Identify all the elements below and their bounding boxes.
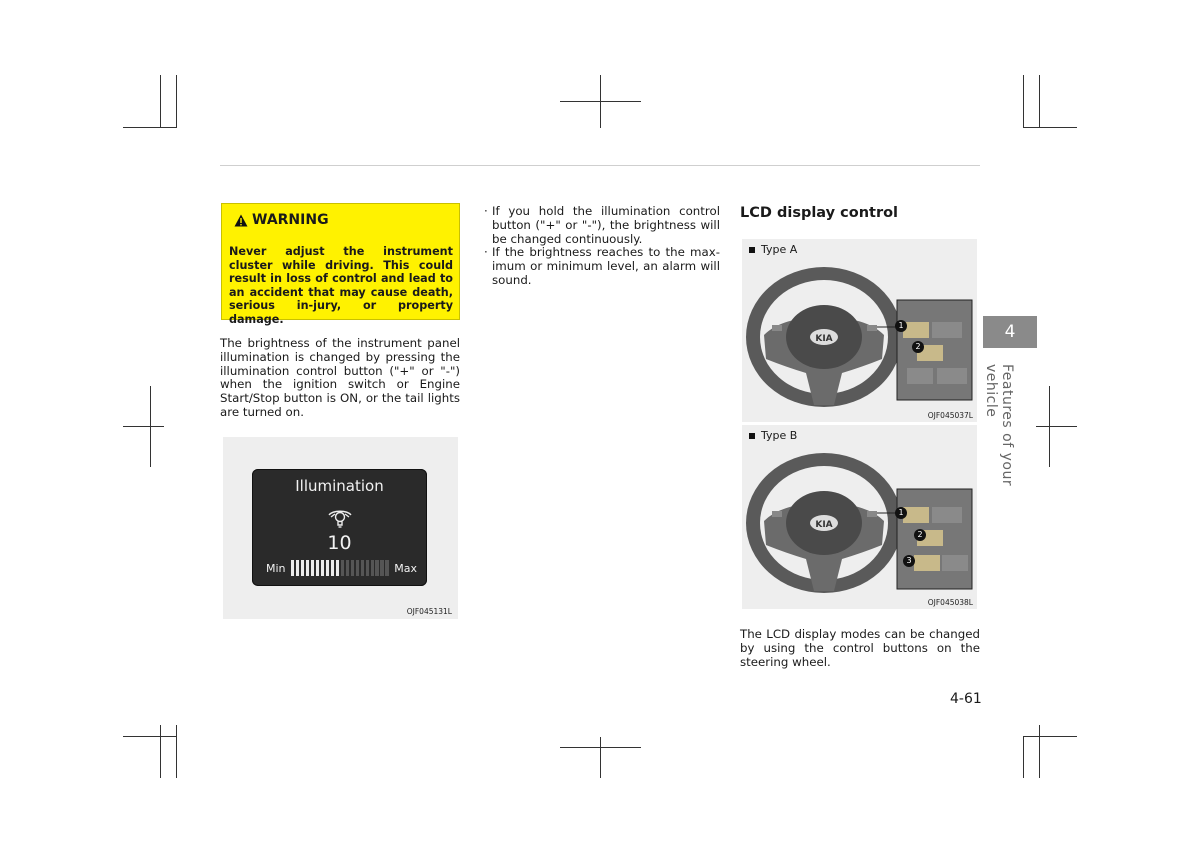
- square-bullet-icon: [749, 247, 755, 253]
- level-segment: [316, 560, 319, 576]
- level-segment: [366, 560, 369, 576]
- figure-code: OJF045038L: [927, 598, 973, 607]
- crop-mark: [123, 127, 177, 128]
- brightness-paragraph: The brightness of the instrument panel illumination is changed by pressing the illumination control button ("+" or "-") when the ignition switch or Engine Start/Stop button is ON, or the tail lights are turned on.: [220, 336, 460, 419]
- figure-code: OJF045131L: [406, 607, 452, 616]
- illumination-value: 10: [327, 532, 352, 554]
- bullet-item: · If you hold the illumination control button ("+" or "-"), the brightness will be changed continuously.: [484, 205, 720, 246]
- level-segment: [356, 560, 359, 576]
- level-segment: [331, 560, 334, 576]
- warning-title-text: WARNING: [252, 212, 329, 228]
- level-segment: [351, 560, 354, 576]
- illumination-figure: [223, 437, 458, 619]
- crop-mark: [560, 101, 641, 102]
- svg-text:KIA: KIA: [815, 334, 833, 344]
- square-bullet-icon: [749, 433, 755, 439]
- level-segment: [326, 560, 329, 576]
- level-segment: [296, 560, 299, 576]
- min-label: Min: [266, 562, 286, 575]
- illumination-screen: [252, 469, 427, 586]
- level-segment: [301, 560, 304, 576]
- crop-mark: [160, 725, 161, 778]
- level-segment: [375, 560, 378, 576]
- brightness-level-bar: [291, 560, 389, 576]
- level-segment: [346, 560, 349, 576]
- bullet-item: · If the brightness reaches to the max-imum or minimum level, an alarm will sound.: [484, 246, 720, 287]
- level-segment: [291, 560, 294, 576]
- warning-box: [221, 203, 460, 326]
- type-a-label-text: Type A: [761, 243, 798, 256]
- level-segment: [311, 560, 314, 576]
- crop-mark: [560, 747, 641, 748]
- level-segment: [336, 560, 339, 576]
- crop-mark: [160, 75, 161, 128]
- level-segment: [341, 560, 344, 576]
- warning-triangle-icon: [234, 214, 248, 227]
- crop-mark: [176, 725, 177, 778]
- level-segment: [321, 560, 324, 576]
- figure-code: OJF045037L: [927, 411, 973, 420]
- crop-mark: [123, 736, 177, 737]
- crop-mark: [176, 75, 177, 128]
- crop-mark: [123, 426, 164, 427]
- warning-title: [234, 212, 329, 228]
- type-b-figure: [742, 425, 977, 609]
- crop-mark: [600, 737, 601, 778]
- level-segment: [306, 560, 309, 576]
- crop-mark: [1036, 426, 1077, 427]
- crop-mark: [1023, 127, 1077, 128]
- type-a-figure: [742, 239, 977, 422]
- crop-mark: [1023, 75, 1024, 128]
- crop-mark: [1039, 75, 1040, 128]
- light-bulb-adjust-icon: [326, 505, 354, 529]
- bullet-list: [484, 205, 720, 288]
- level-segment: [385, 560, 388, 576]
- steering-wheel-illustration: [742, 441, 977, 596]
- crop-mark: [1039, 725, 1040, 778]
- callout-1: 1: [895, 507, 907, 519]
- warning-text: Never adjust the instrument cluster while driving. This could result in loss of control and lead to an accident that may cause death, serious in-jury, or property damage.: [229, 245, 453, 326]
- level-segment: [361, 560, 364, 576]
- level-segment: [380, 560, 383, 576]
- type-b-label-text: Type B: [761, 429, 798, 442]
- screen-title: Illumination: [295, 477, 384, 495]
- max-label: Max: [394, 562, 417, 575]
- lcd-paragraph: The LCD display modes can be changed by using the control buttons on the steering wheel.: [740, 627, 980, 669]
- level-segment: [371, 560, 374, 576]
- callout-3: 3: [903, 555, 915, 567]
- section-heading: LCD display control: [740, 205, 899, 221]
- callout-1: 1: [895, 320, 907, 332]
- chapter-tab: 4: [983, 316, 1037, 348]
- page-number: 4-61: [950, 691, 982, 707]
- header-rule: [220, 165, 980, 166]
- steering-wheel-illustration: [742, 255, 977, 410]
- crop-mark: [1023, 736, 1024, 778]
- crop-mark: [1023, 736, 1077, 737]
- callout-2: 2: [914, 529, 926, 541]
- svg-text:KIA: KIA: [815, 520, 833, 530]
- callout-2: 2: [912, 341, 924, 353]
- chapter-title: Features of your vehicle: [983, 364, 1015, 487]
